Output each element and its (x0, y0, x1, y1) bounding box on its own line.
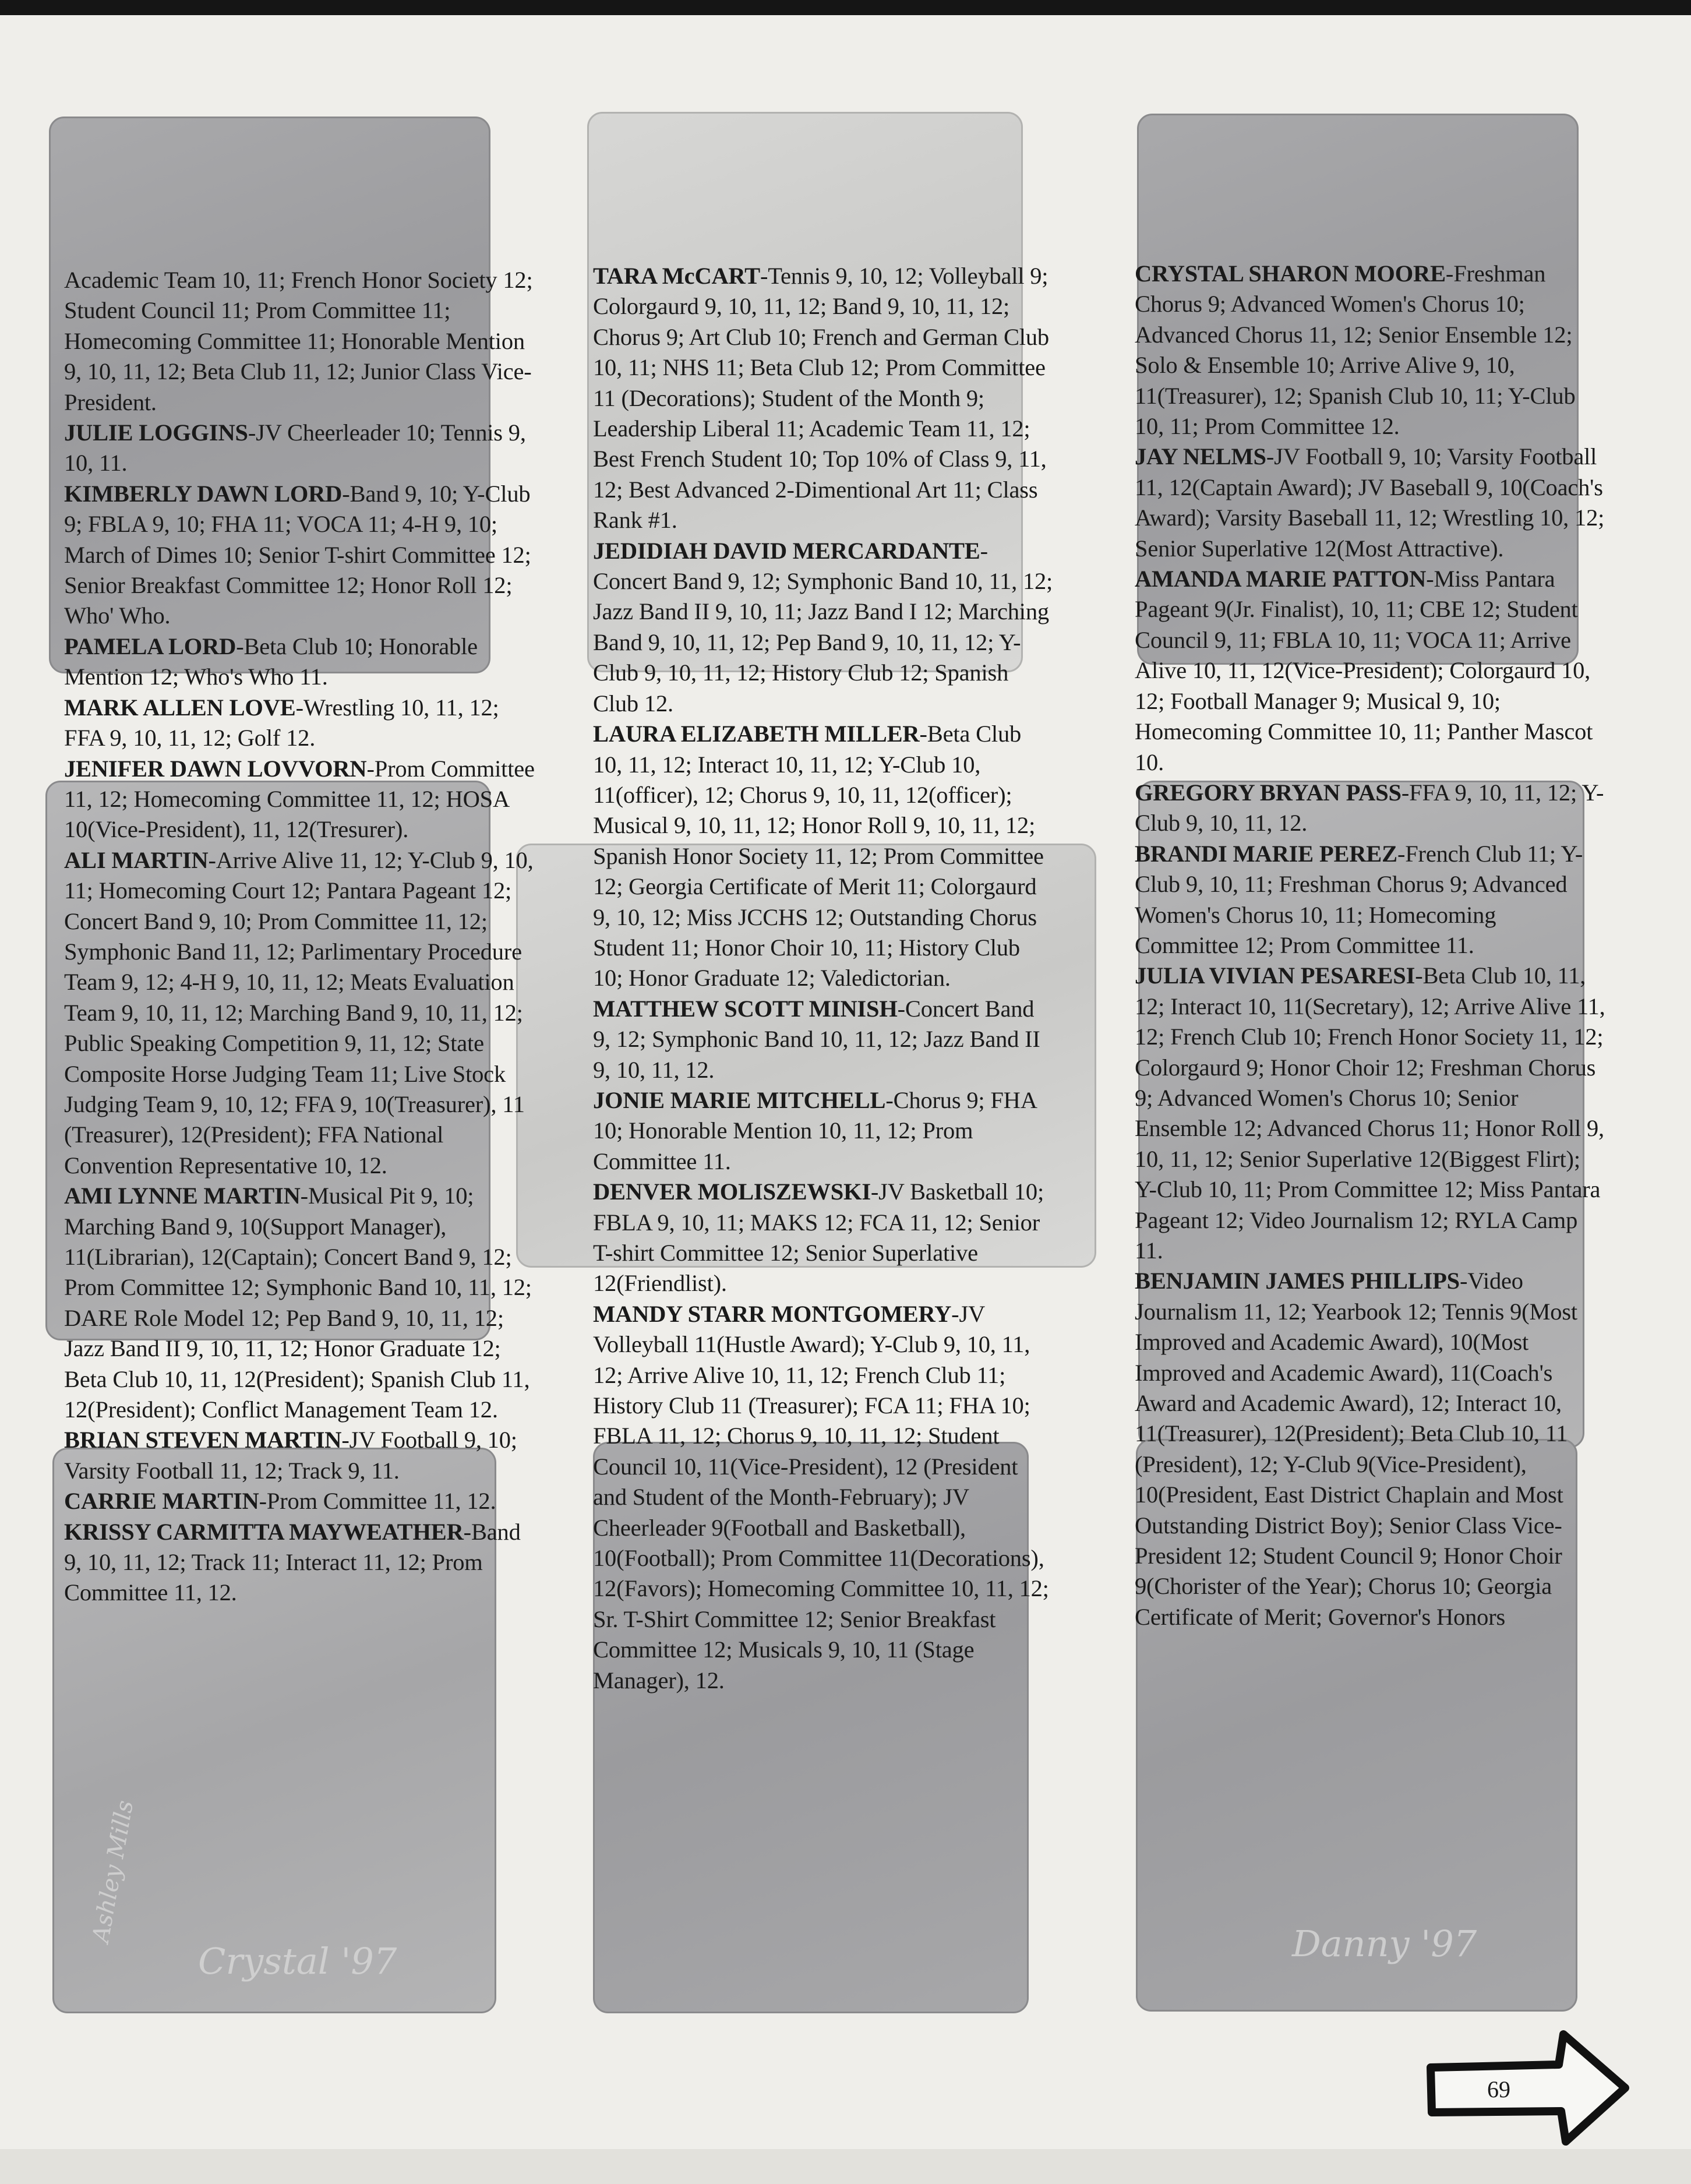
activities: -Chorus 9; FHA 10; Honorable Mention 10, 11, 12; Prom Committee 11. (593, 1086, 1036, 1174)
senior-entry (593, 261, 1054, 536)
student-name: AMANDA MARIE PATTON (1135, 566, 1427, 592)
student-name: JULIE LOGGINS (64, 419, 248, 446)
senior-entry (1135, 442, 1605, 564)
senior-entry (64, 418, 542, 479)
activities: -Miss Pantara Pageant 9(Jr. Finalist), 10, 11; CBE 12; Student Council 9, 11; FBLA 10, 11; VOCA 11; Arrive Alive 10, 11, 12(Vice-President); Colorgaurd 10, 12; Football Manager 9; Musical 9, 10; Homecoming Committee 10, 11; Panther Mascot 10. (1135, 566, 1593, 775)
student-name: DENVER MOLISZEWSKI (593, 1179, 871, 1205)
student-name: BENJAMIN JAMES PHILLIPS (1135, 1268, 1460, 1294)
activities: -Video Journalism 11, 12; Yearbook 12; Tennis 9(Most Improved and Academic Award), 10(Most Improved and Academic Award), 11(Coach's Award and Academic Award), 12; Interact 10, 11(Treasurer), 12(President); Beta Club 10, 11 (President), 12; Y-Club 9(Vice-President), 10(President, East District Chaplain and Most Outstanding District Boy); Senior Class Vice-President 12; Student Council 9; Honor Choir 9(Chorister of the Year); Chorus 10; Georgia Certificate of Merit; Governor's Honors (1135, 1268, 1577, 1630)
activities: -Beta Club 10, 11, 12; Interact 10, 11(Secretary), 12; Arrive Alive 11, 12; French Club 10; French Honor Society 11, 12; Colorgaurd 9; Honor Choir 12; Freshman Chorus 9; Advanced Women's Chorus 10; Senior Ensemble 12; Advanced Chorus 11; Honor Roll 9, 10, 11, 12; Senior Superlative 12(Biggest Flirt); Y-Club 10, 11; Prom Committee 12; Miss Pantara Pageant 12; Video Journalism 12; RYLA Camp 11. (1135, 962, 1605, 1264)
student-name: MARK ALLEN LOVE (64, 694, 296, 721)
student-name: CRYSTAL SHARON MOORE (1135, 260, 1446, 287)
activities: -Arrive Alive 11, 12; Y-Club 9, 10, 11; Homecoming Court 12; Pantara Pageant 12; Concert Band 9, 10; Prom Committee 11, 12; Symphonic Band 11, 12; Parlimentary Procedure Team 9, 12; 4-H 9, 10, 11, 12; Meats Evaluation Team 9, 10, 11, 12; Marching Band 9, 10, 11, 12; Public Speaking Competition 9, 11, 12; State Composite Horse Judging Team 11; Live Stock Judging Team 9, 10, 12; FFA 9, 10(Treasurer), 11 (Treasurer), 12(President); FFA National Convention Representative 10, 12. (64, 846, 534, 1179)
senior-entry (1135, 1266, 1605, 1632)
senior-entry (64, 1517, 542, 1608)
senior-entry (1135, 839, 1605, 961)
student-name: TARA McCART (593, 263, 760, 289)
student-name: KIMBERLY DAWN LORD (64, 480, 343, 507)
photo-signature-vertical: Ashley Mills (87, 1798, 139, 1945)
student-name: JAY NELMS (1135, 443, 1266, 470)
student-name: JONIE MARIE MITCHELL (593, 1086, 886, 1113)
senior-entry (593, 1299, 1054, 1696)
column-3 (1135, 259, 1605, 1632)
entry-text: Academic Team 10, 11; French Honor Society 12; Student Council 11; Prom Committee 11; Homecoming Committee 11; Honorable Mention 9, 10, 11, 12; Beta Club 11, 12; Junior Class Vice-President. (64, 267, 533, 415)
activities: -Band 9, 10; Y-Club 9; FBLA 9, 10; FHA 11; VOCA 11; 4-H 9, 10; March of Dimes 10; Senior T-shirt Committee 12; Senior Breakfast Committee 12; Honor Roll 12; Who' Who. (64, 480, 531, 629)
senior-entry (593, 719, 1054, 994)
activities: -Beta Club 10; Honorable Mention 12; Who's Who 11. (64, 633, 478, 690)
activities: -JV Football 9, 10; Varsity Football 11, 12(Captain Award); JV Baseball 9, 10(Coach's Award); Varsity Baseball 11, 12; Wrestling 10, 12; Senior Superlative 12(Most Attractive). (1135, 443, 1605, 562)
activities: -Musical Pit 9, 10; Marching Band 9, 10(Support Manager), 11(Librarian), 12(Captain); Concert Band 9, 12; Prom Committee 12; Symphonic Band 10, 11, 12; DARE Role Model 12; Pep Band 9, 10, 11, 12; Jazz Band II 9, 10, 11, 12; Honor Graduate 12; Beta Club 10, 11, 12(President); Spanish Club 11, 12(President); Conflict Management Team 12. (64, 1183, 532, 1423)
student-name: MANDY STARR MONTGOMERY (593, 1300, 952, 1327)
senior-entry (64, 1181, 542, 1425)
activities: -Prom Committee 11, 12; Homecoming Committee 11, 12; HOSA 10(Vice-President), 11, 12(Tresurer). (64, 755, 535, 843)
column-2 (593, 261, 1054, 1696)
scan-bottom-edge (0, 2149, 1691, 2184)
senior-entry (64, 1486, 542, 1516)
photo-signature-right: Danny '97 (1292, 1922, 1477, 1965)
activities: -Wrestling 10, 11, 12; FFA 9, 10, 11, 12; Golf 12. (64, 694, 499, 751)
senior-entry (593, 536, 1054, 719)
student-name: ALI MARTIN (64, 846, 209, 873)
student-name: AMI LYNNE MARTIN (64, 1183, 301, 1209)
senior-entry (593, 994, 1054, 1085)
student-name: PAMELA LORD (64, 633, 236, 659)
activities: -Freshman Chorus 9; Advanced Women's Chorus 10; Advanced Chorus 11, 12; Senior Ensemble 12; Solo & Ensemble 10; Arrive Alive 9, 10, 11(Treasurer), 12; Spanish Club 10, 11; Y-Club 10, 11; Prom Committee 12. (1135, 260, 1576, 440)
activities: -JV Basketball 10; FBLA 9, 10, 11; MAKS 12; FCA 11, 12; Senior T-shirt Committee 12; Senior Superlative 12(Friendlist). (593, 1179, 1044, 1297)
senior-entry (1135, 564, 1605, 778)
student-name: CARRIE MARTIN (64, 1488, 259, 1515)
senior-entry (64, 1425, 542, 1486)
activities: -Concert Band 9, 12; Symphonic Band 10, 11, 12; Jazz Band II 9, 10, 11, 12. (593, 995, 1040, 1083)
activities: -FFA 9, 10, 11, 12; Y-Club 9, 10, 11, 12. (1135, 779, 1604, 837)
senior-entry (64, 631, 542, 693)
senior-entry (593, 1085, 1054, 1177)
column-1 (64, 265, 542, 1608)
senior-entry (64, 693, 542, 754)
student-name: BRANDI MARIE PEREZ (1135, 840, 1397, 867)
senior-entry (1135, 259, 1605, 442)
student-name: JENIFER DAWN LOVVORN (64, 755, 367, 782)
student-name: GREGORY BRYAN PASS (1135, 779, 1401, 806)
activities: -JV Football 9, 10; Varsity Football 11, 12; Track 9, 11. (64, 1427, 517, 1484)
senior-entry (1135, 778, 1605, 839)
student-name: KRISSY CARMITTA MAYWEATHER (64, 1518, 464, 1545)
senior-entry (593, 1177, 1054, 1299)
page-number: 69 (1487, 2076, 1510, 2102)
activities: -JV Volleyball 11(Hustle Award); Y-Club 9, 10, 11, 12; Arrive Alive 10, 11, 12; French Club 11; History Club 11 (Treasurer); FCA 11; FHA 10; FBLA 11, 12; Chorus 9, 10, 11, 12; Student Council 10, 11(Vice-President), 12 (President and Student of the Month-February); JV Cheerleader 9(Football and Basketball), 10(Football); Prom Committee 11(Decorations), 12(Favors); Homecoming Committee 10, 11, 12; Sr. T-Shirt Committee 12; Senior Breakfast Committee 12; Musicals 9, 10, 11 (Stage Manager), 12. (593, 1300, 1049, 1693)
student-name: BRIAN STEVEN MARTIN (64, 1427, 342, 1453)
activities: -French Club 11; Y-Club 9, 10, 11; Freshman Chorus 9; Advanced Women's Chorus 10, 11; Homecoming Committee 12; Prom Committee 11. (1135, 840, 1583, 958)
activities: -JV Cheerleader 10; Tennis 9, 10, 11. (64, 419, 526, 477)
senior-entry (64, 845, 542, 1181)
activities: -Prom Committee 11, 12. (259, 1488, 496, 1515)
student-name: LAURA ELIZABETH MILLER (593, 721, 920, 747)
senior-entry (64, 754, 542, 845)
student-name: JULIA VIVIAN PESARESI (1135, 962, 1415, 989)
senior-entry (1135, 961, 1605, 1266)
student-name: MATTHEW SCOTT MINISH (593, 995, 898, 1022)
activities: -Band 9, 10, 11, 12; Track 11; Interact 11, 12; Prom Committee 11, 12. (64, 1518, 521, 1606)
photo-signature-left: Crystal '97 (198, 1940, 397, 1982)
activities: -Beta Club 10, 11, 12; Interact 10, 11, 12; Y-Club 10, 11(officer), 12; Chorus 9, 10, 11, 12(officer); Musical 9, 10, 11, 12; Honor Roll 9, 10, 11, 12; Spanish Honor Society 11, 12; Prom Committee 12; Georgia Certificate of Merit 11; Colorgaurd 9, 10, 12; Miss JCCHS 12; Outstanding Chorus Student 11; Honor Choir 10, 11; History Club 10; Honor Graduate 12; Valedictorian. (593, 721, 1044, 992)
senior-entry (64, 265, 542, 418)
scan-top-edge (0, 0, 1691, 15)
activities: -Concert Band 9, 12; Symphonic Band 10, 11, 12; Jazz Band II 9, 10, 11; Jazz Band I 12; Marching Band 9, 10, 11, 12; Pep Band 9, 10, 11, 12; Y-Club 9, 10, 11, 12; History Club 12; Spanish Club 12. (593, 537, 1053, 717)
senior-entry (64, 479, 542, 631)
activities: -Tennis 9, 10, 12; Volleyball 9; Colorgaurd 9, 10, 11, 12; Band 9, 10, 11, 12; Chorus 9; Art Club 10; French and German Club 10, 11; NHS 11; Beta Club 12; Prom Committee 11 (Decorations); Student of the Month 9; Leadership Liberal 11; Academic Team 11, 12; Best French Student 10; Top 10% of Class 9, 11, 12; Best Advanced 2-Dimentional Art 11; Class Rank #1. (593, 263, 1049, 534)
student-name: JEDIDIAH DAVID MERCARDANTE (593, 537, 980, 564)
